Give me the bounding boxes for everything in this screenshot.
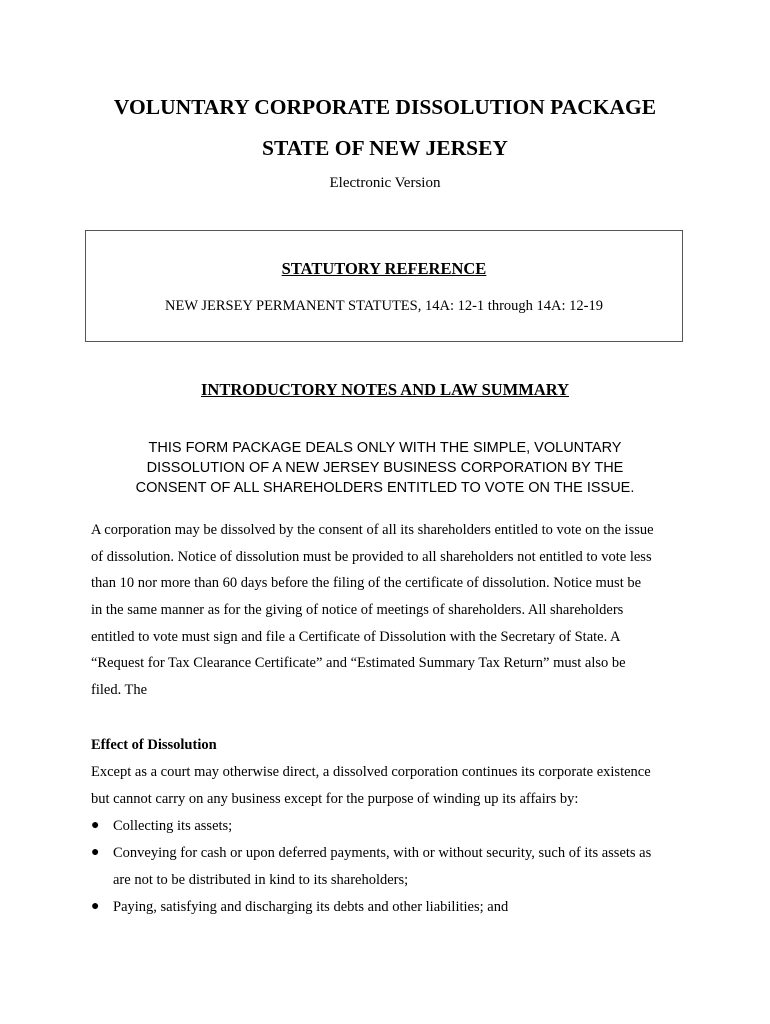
bullet-icon: ● [91, 845, 100, 860]
statutory-reference-text: NEW JERSEY PERMANENT STATUTES, 14A: 12-1 through 14A: 12-19 [164, 298, 603, 314]
paragraph-line: “Request for Tax Clearance Certificate” and “Estimated Summary Tax Return” must also be [91, 655, 626, 672]
paragraph-line: but cannot carry on any business except for the purpose of winding up its affairs by: [91, 790, 579, 807]
intro-notice [0, 438, 770, 498]
intro-notice-line: CONSENT OF ALL SHAREHOLDERS ENTITLED TO VOTE ON THE ISSUE. [135, 480, 635, 496]
paragraph-line: than 10 nor more than 60 days before the filing of the certificate of dissolution. Notice must be [91, 575, 642, 592]
intro-notice-line: DISSOLUTION OF A NEW JERSEY BUSINESS CORPORATION BY THE [146, 460, 624, 476]
paragraph-line: filed. The [91, 682, 148, 699]
intro-heading: INTRODUCTORY NOTES AND LAW SUMMARY [201, 380, 569, 399]
bullet-text: Conveying for cash or upon deferred payments, with or without security, such of its assets as [113, 845, 652, 861]
intro-paragraph [91, 517, 691, 704]
paragraph-line: entitled to vote must sign and file a Certificate of Dissolution with the Secretary of State. A [91, 628, 621, 645]
state-title: STATE OF NEW JERSEY [262, 136, 508, 160]
bullet-text: are not to be distributed in kind to its shareholders; [113, 872, 409, 888]
paragraph-line: Except as a court may otherwise direct, a dissolved corporation continues its corporate existence [91, 764, 651, 780]
paragraph-line: in the same manner as for the giving of notice of meetings of shareholders. All shareholders [91, 602, 624, 619]
paragraph-line: A corporation may be dissolved by the consent of all its shareholders entitled to vote on the issue [91, 522, 654, 538]
effect-paragraph [91, 759, 691, 812]
statutory-reference-box [85, 230, 683, 342]
version-label: Electronic Version [329, 175, 441, 191]
effect-heading: Effect of Dissolution [91, 737, 217, 753]
bullet-text: Paying, satisfying and discharging its debts and other liabilities; and [113, 899, 509, 915]
bullet-icon: ● [91, 899, 100, 914]
intro-notice-line: THIS FORM PACKAGE DEALS ONLY WITH THE SIMPLE, VOLUNTARY [148, 440, 622, 456]
statutory-reference-heading: STATUTORY REFERENCE [281, 259, 487, 278]
document-title: VOLUNTARY CORPORATE DISSOLUTION PACKAGE [113, 95, 657, 119]
paragraph-line: of dissolution. Notice of dissolution must be provided to all shareholders not entitled to vote less [91, 548, 652, 565]
bullet-icon: ● [91, 818, 100, 833]
bullet-text: Collecting its assets; [113, 818, 233, 834]
